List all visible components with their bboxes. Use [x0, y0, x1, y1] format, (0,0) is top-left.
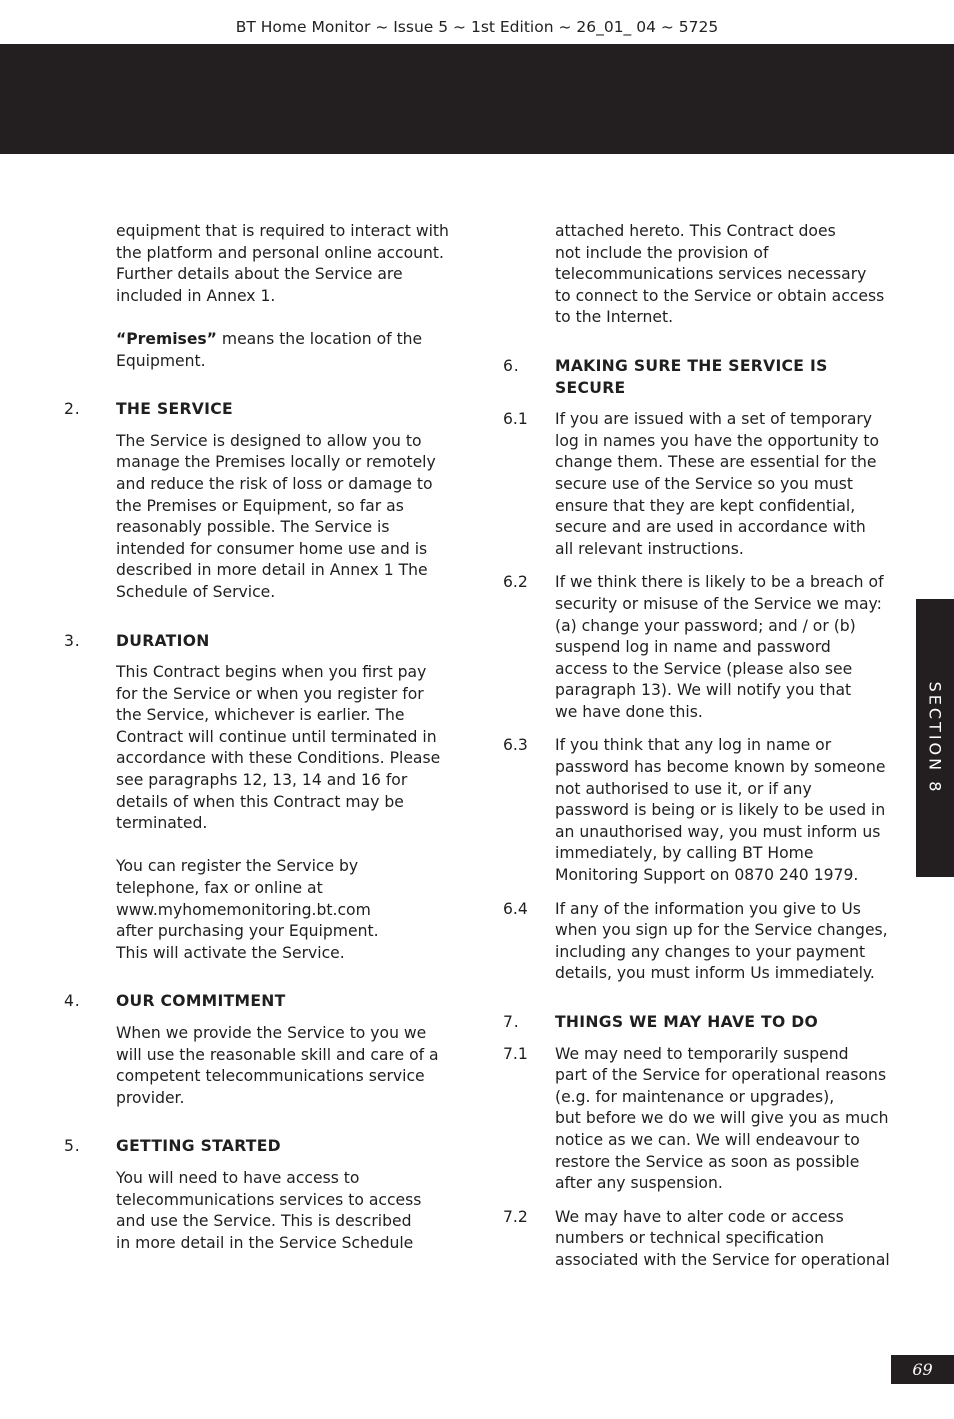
text-line: secure and are used in accordance with: [555, 518, 866, 537]
text-line: part of the Service for operational reasons: [555, 1066, 887, 1085]
definition-text: means the location of the: [216, 329, 423, 348]
text-line: (e.g. for maintenance or upgrades),: [555, 1087, 835, 1106]
section-2-heading: [64, 399, 464, 421]
website-url: www.myhomemonitoring.bt.com: [116, 900, 371, 919]
section-tab-label: SECTION 8: [925, 681, 945, 795]
text-line: but before we do we will give you as much: [555, 1109, 889, 1128]
section-title: DURATION: [116, 631, 210, 650]
text-line: telecommunications services necessary: [555, 265, 867, 284]
text-line: details of when this Contract may be: [116, 792, 404, 811]
section-number: 4.: [64, 992, 81, 1011]
section-title: THE SERVICE: [116, 400, 233, 419]
text-line: If you are issued with a set of temporary: [555, 410, 873, 429]
page-number: 69: [891, 1355, 954, 1384]
text-line: The Service is designed to allow you to: [116, 431, 422, 450]
text-line: telephone, fax or online at: [116, 879, 323, 898]
section-4-heading: [64, 991, 464, 1013]
text-line: to the Internet.: [555, 308, 674, 327]
text-line: restore the Service as soon as possible: [555, 1152, 860, 1171]
section-3-body: [116, 662, 464, 835]
clause-number: 7.1: [503, 1044, 528, 1063]
clause-number: 6.1: [503, 410, 528, 429]
text-line: notice as we can. We will endeavour to: [555, 1130, 860, 1149]
text-line: for the Service or when you register for: [116, 684, 424, 703]
text-line: We may need to temporarily suspend: [555, 1044, 849, 1063]
text-line: paragraph 13). We will notify you that: [555, 681, 852, 700]
text-line: not authorised to use it, or if any: [555, 779, 812, 798]
intro-paragraph: [116, 221, 464, 307]
text-line: after any suspension.: [555, 1174, 723, 1193]
text-line: immediately, by calling BT Home: [555, 844, 814, 863]
text-line: This will activate the Service.: [116, 943, 345, 962]
text-line: equipment that is required to interact with: [116, 222, 449, 240]
text-line: Further details about the Service are: [116, 265, 403, 284]
section-3-registration: [116, 856, 464, 964]
section-title: THINGS WE MAY HAVE TO DO: [555, 1013, 819, 1031]
section-number: 5.: [64, 1137, 81, 1156]
section-4-body: [116, 1023, 464, 1109]
text-line: described in more detail in Annex 1 The: [116, 561, 428, 580]
clause-number: 6.4: [503, 899, 528, 918]
text-line: Contract will continue until terminated in: [116, 727, 437, 746]
section-7-heading: [503, 1012, 903, 1034]
text-line: change them. These are essential for the: [555, 453, 877, 472]
text-line: after purchasing your Equipment.: [116, 922, 379, 941]
text-line: telecommunications services to access: [116, 1190, 422, 1209]
text-line: We may have to alter code or access: [555, 1207, 844, 1226]
text-line: Schedule of Service.: [116, 582, 276, 601]
text-line: an unauthorised way, you must inform us: [555, 822, 881, 841]
clause-number: 6.2: [503, 573, 528, 592]
text-line: see paragraphs 12, 13, 14 and 16 for: [116, 771, 408, 790]
section-title: GETTING STARTED: [116, 1137, 281, 1156]
text-line: associated with the Service for operational: [555, 1250, 890, 1269]
text-line: not include the provision of: [555, 243, 769, 262]
text-line: including any changes to your payment: [555, 942, 866, 961]
section-6-heading: [503, 356, 903, 399]
text-line: the Service, whichever is earlier. The: [116, 706, 405, 725]
section-5-body: [116, 1168, 464, 1254]
header-band: [0, 44, 954, 154]
text-line: to connect to the Service or obtain access: [555, 286, 885, 305]
clause-7-1: [503, 1044, 903, 1195]
text-line: in more detail in the Service Schedule: [116, 1233, 414, 1252]
section-5-continuation: [555, 221, 903, 329]
clause-6-1: [503, 409, 903, 560]
text-line: access to the Service (please also see: [555, 659, 853, 678]
text-line: If any of the information you give to Us: [555, 899, 861, 918]
section-5-heading: [64, 1136, 464, 1158]
section-3-heading: [64, 631, 464, 653]
clause-number: 6.3: [503, 736, 528, 755]
text-line: terminated.: [116, 814, 208, 833]
text-line: ensure that they are kept confidential,: [555, 496, 856, 515]
text-line: when you sign up for the Service changes,: [555, 921, 888, 940]
text-line: reasonably possible. The Service is: [116, 518, 390, 537]
text-line: details, you must inform Us immediately.: [555, 964, 875, 983]
text-line: accordance with these Conditions. Please: [116, 749, 441, 768]
section-2-body: [116, 431, 464, 604]
right-column: [503, 221, 903, 1284]
text-line: suspend log in name and password: [555, 638, 831, 657]
text-line: and use the Service. This is described: [116, 1212, 412, 1231]
text-line: the platform and personal online account.: [116, 243, 444, 262]
text-line: This Contract begins when you first pay: [116, 663, 427, 682]
text-line: secure use of the Service so you must: [555, 474, 854, 493]
text-line: security or misuse of the Service we may:: [555, 594, 882, 613]
text-line: the Premises or Equipment, so far as: [116, 496, 404, 515]
section-number: 6.: [503, 356, 520, 375]
defined-term: “Premises”: [116, 329, 217, 348]
text-line: When we provide the Service to you we: [116, 1024, 427, 1042]
text-line: attached hereto. This Contract does: [555, 222, 836, 240]
text-line: You can register the Service by: [116, 857, 359, 876]
section-number: 7.: [503, 1013, 520, 1031]
text-line: provider.: [116, 1088, 185, 1107]
section-number: 3.: [64, 631, 81, 650]
text-line: and reduce the risk of loss or damage to: [116, 474, 433, 493]
text-line: included in Annex 1.: [116, 286, 276, 305]
section-title: MAKING SURE THE SERVICE IS SECURE: [555, 356, 828, 397]
text-line: Monitoring Support on 0870 240 1979.: [555, 866, 859, 885]
text-line: (a) change your password; and / or (b): [555, 616, 856, 635]
document-header: BT Home Monitor ~ Issue 5 ~ 1st Edition ~ 26_01_ 04 ~ 5725: [235, 18, 719, 36]
text-line: will use the reasonable skill and care of a: [116, 1045, 439, 1064]
clause-number: 7.2: [503, 1207, 528, 1226]
section-number: 2.: [64, 400, 81, 419]
clause-6-3: [503, 735, 903, 886]
section-tab: [916, 599, 954, 877]
clause-7-2: [503, 1207, 903, 1272]
text-line: numbers or technical specification: [555, 1229, 824, 1248]
text-line: intended for consumer home use and is: [116, 539, 428, 558]
section-title: OUR COMMITMENT: [116, 992, 286, 1011]
clause-6-4: [503, 899, 903, 985]
text-line: If we think there is likely to be a breach of: [555, 573, 884, 592]
text-line: log in names you have the opportunity to: [555, 431, 880, 450]
text-line: If you think that any log in name or: [555, 736, 832, 755]
text-line: competent telecommunications service: [116, 1067, 425, 1086]
text-line: we have done this.: [555, 702, 703, 721]
premises-definition: [116, 329, 464, 372]
text-line: all relevant instructions.: [555, 539, 744, 558]
text-line: [116, 329, 464, 351]
clause-6-2: [503, 572, 903, 723]
text-line: password is being or is likely to be used in: [555, 801, 886, 820]
left-column: [64, 221, 464, 1276]
text-line: manage the Premises locally or remotely: [116, 453, 436, 472]
text-line: password has become known by someone: [555, 758, 886, 777]
text-line: You will need to have access to: [116, 1168, 360, 1187]
text-line: Equipment.: [116, 351, 206, 370]
